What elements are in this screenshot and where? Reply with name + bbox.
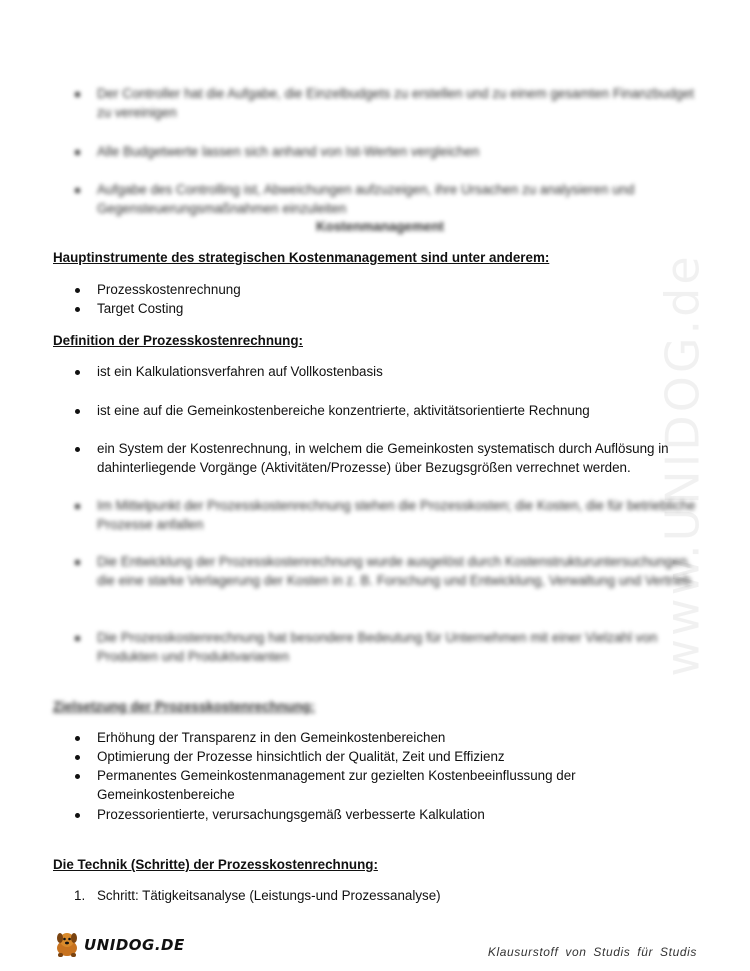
section-title: Kostenmanagement [316,219,444,234]
step-number: 1. [74,888,86,903]
list-item: Permanentes Gemeinkostenmanagement zur gezielten Kostenbeeinflussung der Gemeinkostenbereiche [97,768,576,802]
dog-mascot-icon [52,929,82,959]
list-item: Prozessorientierte, verursachungsgemäß verbesserte Kalkulation [97,807,485,822]
list-item: Alle Budgetwerte lassen sich anhand von Ist-Werten vergleichen [97,144,480,159]
list-item: ein System der Kostenrechnung, in welchem die Gemeinkosten systematisch durch Auflösung in dahinterliegende Vorgänge (Aktivitäten/Prozesse) über Bezugsgrößen verrechnet werden. [97,441,669,475]
unidog-logo [52,927,212,961]
watermark-text: www.UNIDOG.de [655,253,710,677]
technique-heading: Die Technik (Schritte) der Prozesskostenrechnung: [53,857,378,872]
list-item: Prozesskostenrechnung [97,282,241,297]
list-item: Erhöhung der Transparenz in den Gemeinkostenbereichen [97,730,446,745]
list-item: Aufgabe des Controlling ist, Abweichungen aufzuzeigen, ihre Ursachen zu analysieren und Gegensteuerungsmaßnahmen einzuleiten [97,182,635,216]
definition-heading: Definition der Prozesskostenrechnung: [53,333,303,348]
step-item [74,886,441,905]
list-item: Optimierung der Prozesse hinsichtlich der Qualität, Zeit und Effizienz [97,749,505,764]
list-item: ist eine auf die Gemeinkostenbereiche konzentrierte, aktivitätsorientierte Rechnung [97,403,590,418]
step-text: Schritt: Tätigkeitsanalyse (Leistungs-und Prozessanalyse) [97,888,441,903]
list-item: Im Mittelpunkt der Prozesskostenrechnung stehen die Prozesskosten; die Kosten, die für betriebliche Prozesse anfallen [97,498,696,532]
list-item: Target Costing [97,301,184,316]
list-item: ist ein Kalkulationsverfahren auf Vollkostenbasis [97,364,383,379]
instruments-heading: Hauptinstrumente des strategischen Kostenmanagement sind unter anderem: [53,250,550,265]
list-item: Die Prozesskostenrechnung hat besondere Bedeutung für Unternehmen mit einer Vielzahl von Produkten und Produktvarianten [97,630,658,664]
list-item: Die Entwicklung der Prozesskostenrechnung wurde ausgelöst durch Kostenstrukturuntersuchungen, die eine starke Verlagerung der Kosten in z. B. Forschung und Entwicklung, Verwaltung und Vertrieb [97,554,692,588]
goals-heading: Zielsetzung der Prozesskostenrechnung: [53,699,315,714]
list-item: Der Controller hat die Aufgabe, die Einzelbudgets zu erstellen und zu einem gesamten Finanzbudget zu vereinigen [97,86,695,120]
logo-text: UNIDOG.DE [84,936,185,954]
footer-tagline: Klausurstoff von Studis für Studis [487,945,697,959]
